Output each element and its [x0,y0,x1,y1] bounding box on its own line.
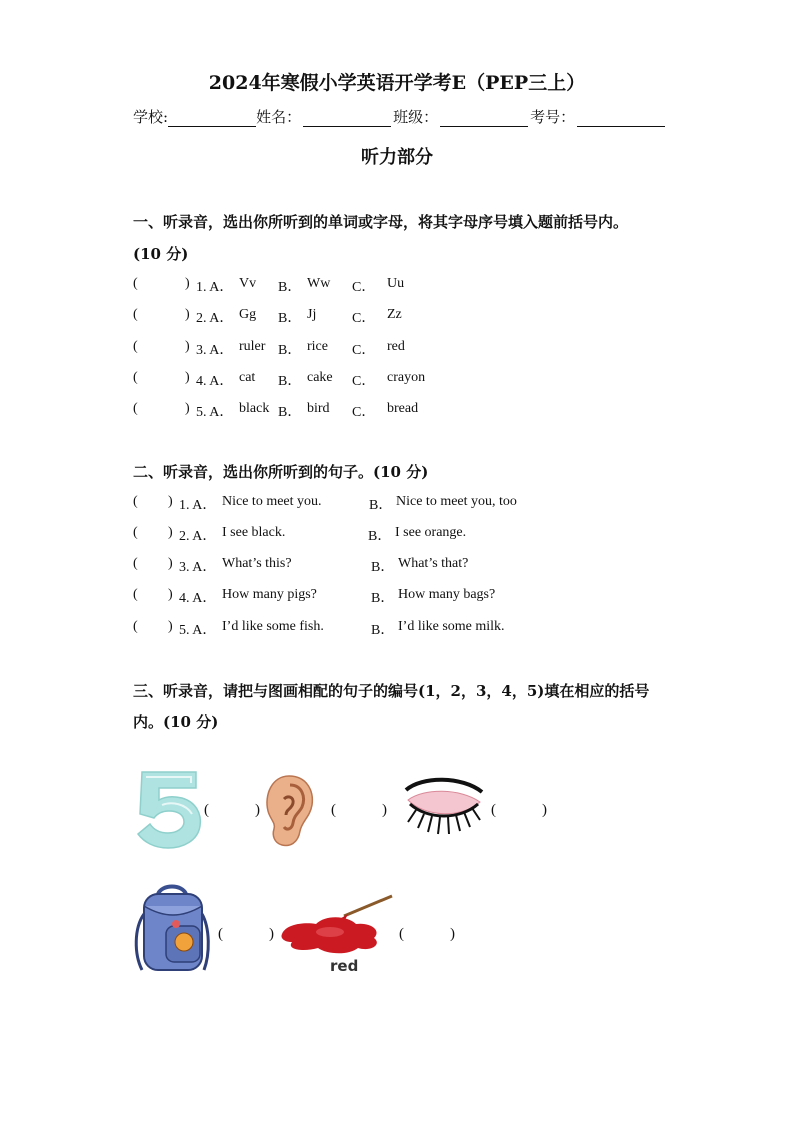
answer-paren-open[interactable]: ( [133,370,138,385]
option-c: crayon [387,370,426,385]
class-label: 班级： [393,108,439,126]
answer-paren-open[interactable]: ( [133,494,138,509]
number-five-image [132,768,204,850]
answer-paren-open[interactable]: ( [133,339,138,354]
option-b-label: B． [278,343,302,358]
option-c: Uu [387,276,405,291]
option-a: I see black. [222,525,286,540]
answer-paren-eye[interactable]: ( ) [491,802,547,818]
question-number: 3. A． [179,560,217,575]
option-b: Nice to meet you, too [396,494,517,509]
option-b: I see orange. [395,525,467,540]
option-b: What’s that? [398,556,469,571]
answer-paren-open[interactable]: ( [133,307,138,322]
school-label: 学校: [133,108,169,126]
question-number: 4. A． [179,591,217,606]
option-b: cake [307,370,333,385]
option-b-label: B． [278,311,302,326]
red-word-label: red [330,957,359,975]
option-c-label: C． [352,343,376,358]
option-b-label: B． [371,623,395,638]
backpack-image [132,884,212,974]
option-b: Jj [307,307,317,322]
question-number: 5. A． [179,623,217,638]
answer-paren-open[interactable]: ( [133,619,138,634]
answer-paren-close[interactable]: ) [185,276,190,291]
option-b: rice [307,339,328,354]
option-b: How many bags? [398,587,496,602]
red-paint-image [278,892,398,958]
answer-paren-close[interactable]: ) [168,619,173,634]
option-b: Ww [307,276,331,291]
section-title-listening: 听力部分 [361,147,433,168]
option-b: bird [307,401,330,416]
number-blank[interactable] [577,108,665,127]
option-a: black [239,401,270,416]
option-c: red [387,339,405,354]
option-c: bread [387,401,419,416]
option-a: cat [239,370,256,385]
answer-paren-close[interactable]: ) [168,556,173,571]
option-b-label: B． [371,591,395,606]
option-a: Nice to meet you. [222,494,322,509]
answer-paren-backpack[interactable]: ( ) [218,926,274,942]
answer-paren-close[interactable]: ) [185,307,190,322]
answer-paren-open[interactable]: ( [133,587,138,602]
option-b-label: B． [278,280,302,295]
option-c-label: C． [352,405,376,420]
option-c-label: C． [352,311,376,326]
answer-paren-ear[interactable]: ( ) [331,802,387,818]
answer-paren-close[interactable]: ) [185,370,190,385]
option-c: Zz [387,307,402,322]
option-b-label: B． [278,374,302,389]
question-number: 2. A． [179,529,217,544]
student-info-line [133,106,665,127]
answer-paren-close[interactable]: ) [185,401,190,416]
answer-paren-open[interactable]: ( [133,556,138,571]
number-label: 考号： [530,108,576,126]
section3-points: 内。(10 分) [133,713,219,731]
answer-paren-red[interactable]: ( ) [399,926,455,942]
question-number: 5. A． [196,405,234,420]
section1-heading: 一、听录音，选出你所听到的单词或字母，将其字母序号填入题前括号内。 [133,213,629,231]
name-label: 姓名： [256,108,302,126]
name-blank[interactable] [303,108,391,127]
class-blank[interactable] [440,108,528,127]
answer-paren-close[interactable]: ) [168,494,173,509]
option-a: What’s this? [222,556,292,571]
answer-paren-open[interactable]: ( [133,401,138,416]
question-number: 1. A． [196,280,234,295]
section3-heading: 三、听录音，请把与图画相配的句子的编号(1，2，3，4，5)填在相应的括号 [133,682,650,700]
option-b-label: B． [369,498,393,513]
option-a: ruler [239,339,266,354]
question-number: 4. A． [196,374,234,389]
option-a: Gg [239,307,257,322]
option-b-label: B． [278,405,302,420]
school-blank[interactable] [168,108,256,127]
option-b-label: B． [371,560,395,575]
closed-eye-image [402,778,484,838]
option-b: I’d like some milk. [398,619,505,634]
question-number: 1. A． [179,498,217,513]
option-a: I’d like some fish. [222,619,324,634]
ear-image [262,773,316,849]
option-c-label: C． [352,280,376,295]
page-title: 2024年寒假小学英语开学考E（PEP三上） [208,72,586,94]
answer-paren-close[interactable]: ) [185,339,190,354]
answer-paren-open[interactable]: ( [133,525,138,540]
answer-paren-five[interactable]: ( ) [204,802,260,818]
answer-paren-close[interactable]: ) [168,587,173,602]
answer-paren-open[interactable]: ( [133,276,138,291]
section1-points: (10 分) [133,245,189,263]
option-b-label: B． [368,529,392,544]
option-c-label: C． [352,374,376,389]
question-number: 2. A． [196,311,234,326]
question-number: 3. A． [196,343,234,358]
option-a: How many pigs? [222,587,317,602]
section2-heading: 二、听录音，选出你所听到的句子。(10 分) [133,463,429,481]
option-a: Vv [239,276,257,291]
answer-paren-close[interactable]: ) [168,525,173,540]
